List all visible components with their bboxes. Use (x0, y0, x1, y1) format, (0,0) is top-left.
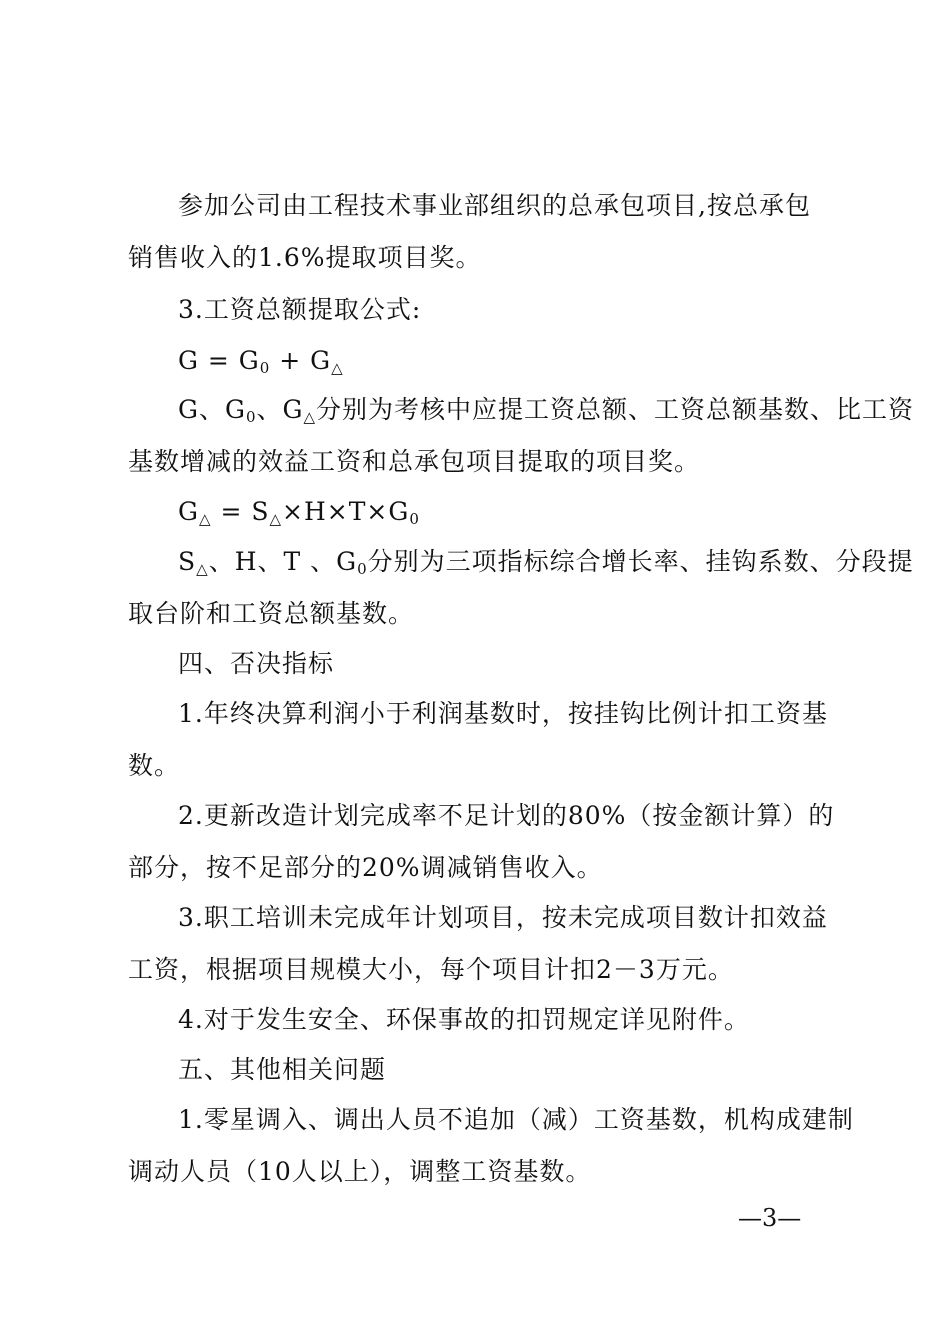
formula-eq: = S (211, 497, 270, 526)
paragraph-line: 销售收入的1.6%提取项目奖。 (128, 243, 482, 272)
definition-line (128, 536, 914, 591)
paragraph-line: 1.年终决算利润小于利润基数时，按挂钩比例计扣工资基 (178, 699, 828, 728)
paragraph-line: 基数增减的效益工资和总承包项目提取的项目奖。 (128, 447, 701, 476)
paragraph-line: 调动人员（10人以上），调整工资基数。 (128, 1157, 592, 1186)
definition-rest: 分别为三项指标综合增长率、挂钩系数、分段提 (367, 547, 914, 576)
formula-mid: + G (270, 346, 332, 375)
formula-line (128, 335, 838, 390)
formula-subscript: △ (331, 359, 344, 377)
definition-rest: 分别为考核中应提工资总额、工资总额基数、比工资 (316, 395, 915, 424)
definition-subscript: 0 (245, 408, 257, 426)
formula-subscript: 0 (259, 359, 271, 377)
formula-g: G (178, 497, 199, 526)
paragraph-line: 工资，根据项目规模大小，每个项目计扣2－3万元。 (128, 955, 734, 984)
definition-s: S (178, 547, 197, 576)
paragraph-line: 数。 (128, 751, 181, 780)
page-number: —3— (738, 1204, 802, 1232)
definition-start: G、G (178, 395, 246, 424)
definition-subscript: △ (196, 560, 209, 578)
paragraph-line: 1.零星调入、调出人员不追加（减）工资基数，机构成建制 (178, 1105, 854, 1134)
section-heading: 五、其他相关问题 (178, 1055, 387, 1084)
paragraph-line: 2.更新改造计划完成率不足计划的80%（按金额计算）的 (178, 801, 835, 830)
formula-line (128, 486, 838, 541)
definition-subscript: 0 (357, 560, 368, 578)
definition-line (128, 384, 915, 439)
formula-rest: ×H×T×G (282, 497, 410, 526)
paragraph-line: 取台阶和工资总额基数。 (128, 599, 415, 628)
paragraph-line: 3.职工培训未完成年计划项目，按未完成项目数计扣效益 (178, 903, 828, 932)
formula-subscript: △ (269, 510, 283, 528)
definition-subscript: △ (303, 408, 317, 426)
formula-subscript: 0 (409, 510, 420, 528)
paragraph-line: 参加公司由工程技术事业部组织的总承包项目,按总承包 (178, 191, 811, 220)
paragraph-line: 4.对于发生安全、环保事故的扣罚规定详见附件。 (178, 1005, 750, 1034)
definition-mid: 、H、T 、G (208, 547, 358, 576)
section-heading: 四、否决指标 (178, 649, 335, 678)
section-heading: 3.工资总额提取公式: (178, 295, 422, 324)
formula-lhs: G = G (178, 346, 260, 375)
definition-mid: 、G (256, 395, 304, 424)
paragraph-line: 部分，按不足部分的20%调减销售收入。 (128, 853, 603, 882)
formula-subscript: △ (198, 510, 212, 528)
